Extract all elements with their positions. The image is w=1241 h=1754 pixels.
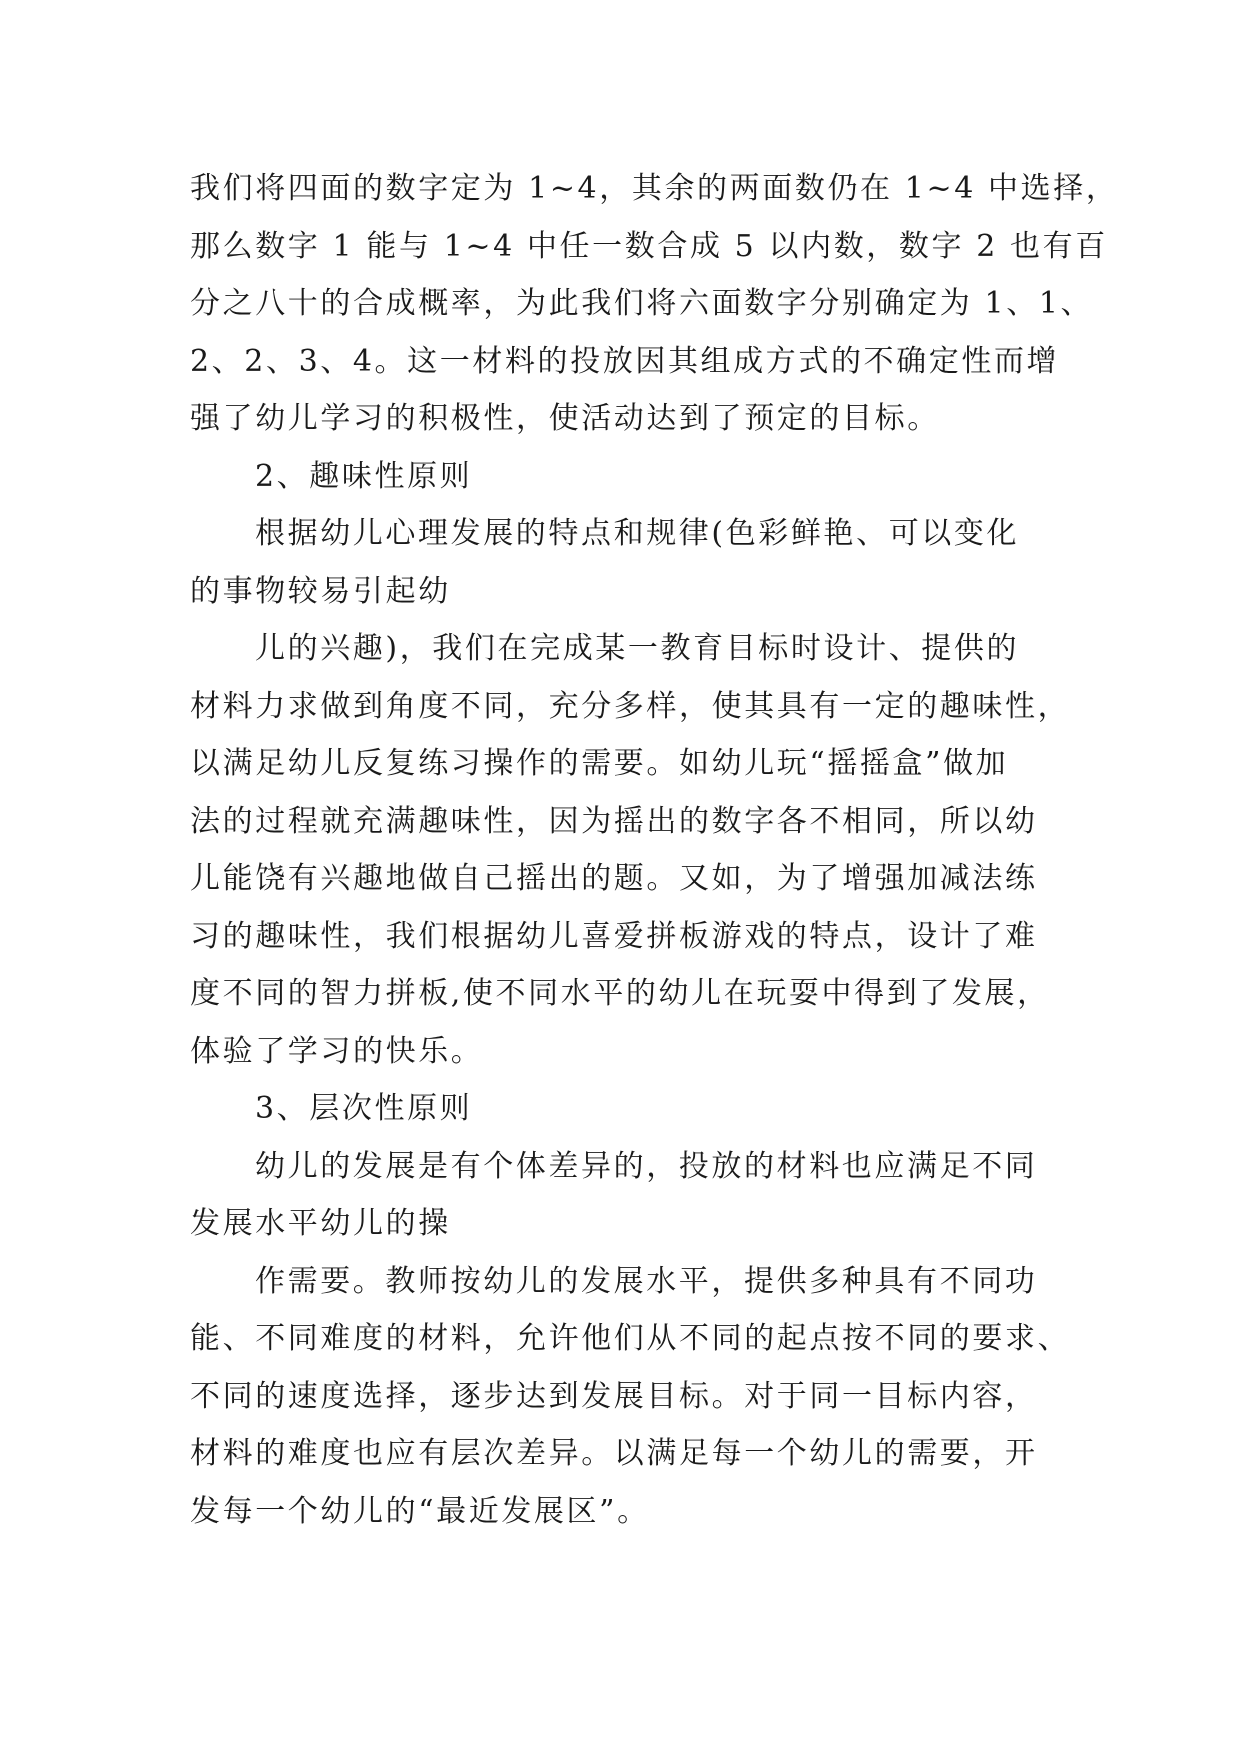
text-line: 发每一个幼儿的“最近发展区”。 [190, 1493, 650, 1529]
text-line: 习的趣味性，我们根据幼儿喜爱拼板游戏的特点，设计了难 [190, 918, 1038, 954]
text-line: 材料的难度也应有层次差异。以满足每一个幼儿的需要，开 [190, 1436, 1038, 1471]
text-line: 作需要。教师按幼儿的发展水平，提供多种具有不同功 [255, 1263, 1038, 1299]
text-line: 发展水平幼儿的操 [190, 1206, 451, 1241]
text-line: 幼儿的发展是有个体差异的，投放的材料也应满足不同 [255, 1148, 1038, 1184]
text-line: 强了幼儿学习的积极性，使活动达到了预定的目标。 [190, 401, 940, 436]
text-line: 度不同的智力拼板,使不同水平的幼儿在玩耍中得到了发展， [190, 976, 1050, 1011]
text-line: 法的过程就充满趣味性，因为摇出的数字各不相同，所以幼 [190, 803, 1038, 839]
text-line: 那么数字 1 能与 1~4 中任一数合成 5 以内数，数字 2 也有百 [190, 228, 1108, 264]
text-line: 2、2、3、4。这一材料的投放因其组成方式的不确定性而增 [190, 343, 1060, 379]
text-line: 的事物较易引起幼 [190, 573, 451, 609]
text-line: 我们将四面的数字定为 1~4，其余的两面数仍在 1~4 中选择， [190, 171, 1119, 206]
section-heading: 2、趣味性原则 [255, 458, 473, 494]
section-heading: 3、层次性原则 [255, 1091, 473, 1126]
text-line: 根据幼儿心理发展的特点和规律(色彩鲜艳、可以变化 [255, 516, 1020, 551]
text-line: 以满足幼儿反复练习操作的需要。如幼儿玩“摇摇盒”做加 [190, 746, 1009, 781]
text-line: 能、不同难度的材料，允许他们从不同的起点按不同的要求、 [190, 1321, 1071, 1356]
text-line: 材料力求做到角度不同，充分多样，使其具有一定的趣味性， [190, 688, 1071, 724]
body-text [190, 160, 1119, 1540]
text-line: 儿能饶有兴趣地做自己摇出的题。又如，为了增强加减法练 [190, 861, 1038, 896]
text-line: 体验了学习的快乐。 [190, 1033, 484, 1069]
text-line: 分之八十的合成概率，为此我们将六面数字分别确定为 1、1、 [190, 286, 1094, 321]
text-line: 不同的速度选择，逐步达到发展目标。对于同一目标内容， [190, 1378, 1038, 1414]
text-line: 儿的兴趣)，我们在完成某一教育目标时设计、提供的 [255, 631, 1020, 666]
